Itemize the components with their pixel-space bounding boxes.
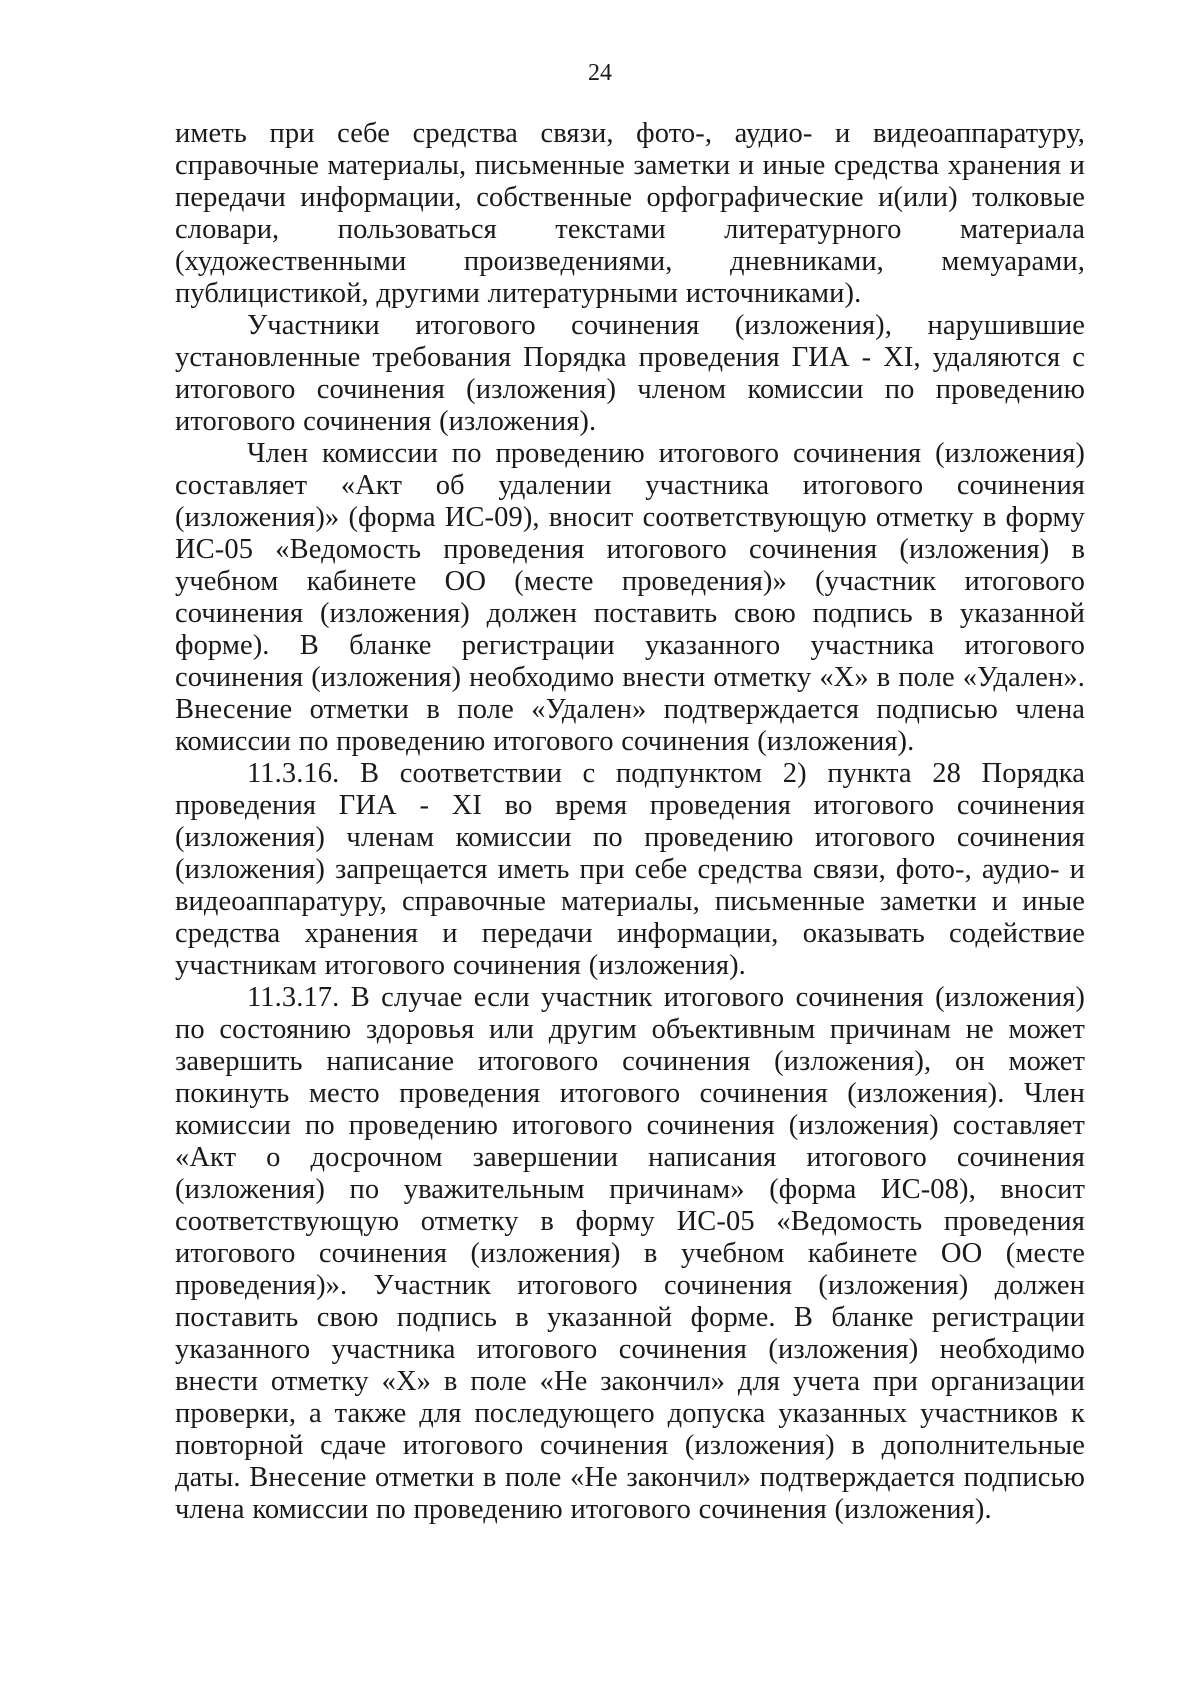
- paragraph-11-3-16: 11.3.16. В соответствии с подпунктом 2) пункта 28 Порядка проведения ГИА - XI во время проведения итогового сочинения (изложения) членам комиссии по проведению итогового сочинения (изложения) запрещается иметь при себе средства связи, фото-, аудио- и видеоаппаратуру, справочные материалы, письменные заметки и иные средства хранения и передачи информации, оказывать содействие участникам итогового сочинения (изложения).: [175, 758, 1085, 981]
- paragraph-continuation: иметь при себе средства связи, фото-, аудио- и видеоаппаратуру, справочные материалы, письменные заметки и иные средства хранения и передачи информации, собственные орфографические и(или) толковые словари, пользоваться текстами литературного материала (художественными произведениями, дневниками, мемуарами, публицистикой, другими литературными источниками).: [175, 118, 1085, 309]
- paragraph-removal-act: Член комиссии по проведению итогового сочинения (изложения) составляет «Акт об удалении участника итогового сочинения (изложения)» (форма ИС-09), вносит соответствующую отметку в форму ИС-05 «Ведомость проведения итогового сочинения (изложения) в учебном кабинете ОО (месте проведения)» (участник итогового сочинения (изложения) должен поставить свою подпись в указанной форме). В бланке регистрации указанного участника итогового сочинения (изложения) необходимо внести отметку «X» в поле «Удален». Внесение отметки в поле «Удален» подтверждается подписью члена комиссии по проведению итогового сочинения (изложения).: [175, 438, 1085, 757]
- page-number: 24: [588, 60, 612, 86]
- paragraph-11-3-17: 11.3.17. В случае если участник итогового сочинения (изложения) по состоянию здоровья или другим объективным причинам не может завершить написание итогового сочинения (изложения), он может покинуть место проведения итогового сочинения (изложения). Член комиссии по проведению итогового сочинения (изложения) составляет «Акт о досрочном завершении написания итогового сочинения (изложения) по уважительным причинам» (форма ИС-08), вносит соответствующую отметку в форму ИС-05 «Ведомость проведения итогового сочинения (изложения) в учебном кабинете ОО (месте проведения)». Участник итогового сочинения (изложения) должен поставить свою подпись в указанной форме. В бланке регистрации указанного участника итогового сочинения (изложения) необходимо внести отметку «X» в поле «Не закончил» для учета при организации проверки, а также для последующего допуска указанных участников к повторной сдаче итогового сочинения (изложения) в дополнительные даты. Внесение отметки в поле «Не закончил» подтверждается подписью члена комиссии по проведению итогового сочинения (изложения).: [175, 982, 1085, 1525]
- paragraph-participants-removal: Участники итогового сочинения (изложения), нарушившие установленные требования Порядка проведения ГИА - XI, удаляются с итогового сочинения (изложения) членом комиссии по проведению итогового сочинения (изложения).: [175, 310, 1085, 437]
- document-body: [175, 118, 1085, 1526]
